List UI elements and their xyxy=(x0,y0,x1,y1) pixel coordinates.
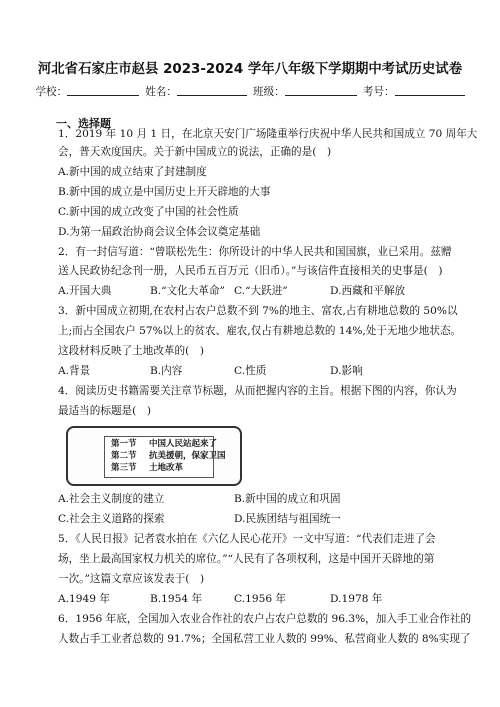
name-blank[interactable] xyxy=(177,85,247,96)
question-5-line-1: 5．《人民日报》记者袁水拍在《六亿人民心花开》一文中写道：“代表们走进了会 xyxy=(58,533,436,545)
number-label: 考号： xyxy=(362,86,395,98)
question-4-option-d[interactable]: D.民族团结与祖国统一 xyxy=(234,513,341,525)
question-2-option-a[interactable]: A.开国大典 xyxy=(58,285,112,297)
question-3-line-3: 这段材料反映了土地改革的( ) xyxy=(58,345,204,357)
question-1-line-1: 1．2019 年 10 月 1 日，在北京天安门广场隆重举行庆祝中华人民共和国成立 70 周年大 xyxy=(58,128,478,140)
question-2-option-d[interactable]: D.西藏和平解放 xyxy=(330,285,406,297)
question-4-option-b[interactable]: B.新中国的成立和巩固 xyxy=(234,493,341,505)
section-heading: 一、选择题 xyxy=(56,117,111,130)
question-1-line-2: 会，普天欢度国庆。关于新中国成立的说法，正确的是( ) xyxy=(58,146,332,158)
question-1-option-b[interactable]: B.新中国的成立是中国历史上开天辟地的大事 xyxy=(58,186,271,198)
student-info-row xyxy=(0,84,500,99)
question-5-option-c[interactable]: C.1956 年 xyxy=(234,593,287,605)
chapter-titles-panel xyxy=(104,436,226,478)
question-6-line-1: 6．1956 年底，全国加入农业合作社的农户占农户总数的 96.3%，加入手工业合作社的 xyxy=(58,613,472,625)
question-2-line-2: 送人民政协纪念刊一册，人民币五百万元（旧币）。”与该信件直接相关的史事是( ) xyxy=(58,265,443,277)
question-2-line-1: 2．有一封信写道：“曾联松先生：你所设计的中华人民共和国国旗，业已采用。兹赠 xyxy=(58,246,452,258)
question-2-option-c[interactable]: C.“大跃进” xyxy=(234,285,288,297)
question-3-line-1: 3．新中国成立初期,在农村占农户总数不到 7%的地主、富农,占有耕地总数的 50%以 xyxy=(58,305,458,317)
chapter-titles-figure xyxy=(66,426,242,486)
question-3-option-b[interactable]: B.内容 xyxy=(150,365,183,377)
question-5-option-d[interactable]: D.1978 年 xyxy=(330,593,383,605)
question-4-option-a[interactable]: A.社会主义制度的建立 xyxy=(58,493,165,505)
question-4-line-1: 4．阅读历史书籍需要关注章节标题，从而把握内容的主旨。根据下图的内容，你认为 xyxy=(58,385,457,397)
question-1-option-d[interactable]: D.为第一届政治协商会议全体会议奠定基础 xyxy=(58,226,261,238)
name-label: 姓名： xyxy=(145,86,177,98)
question-1-option-a[interactable]: A.新中国的成立结束了封建制度 xyxy=(58,166,207,178)
figure-row-1: 第一节 中国人民站起来了 xyxy=(111,439,218,449)
question-3-option-d[interactable]: D.影响 xyxy=(330,365,363,377)
school-blank[interactable] xyxy=(67,85,139,96)
figure-row-2: 第二节 抗美援朝，保家卫国 xyxy=(111,451,226,461)
figure-row-3: 第三节 土地改革 xyxy=(111,463,184,473)
question-1-option-c[interactable]: C.新中国的成立改变了中国的社会性质 xyxy=(58,206,239,218)
question-4-line-2: 最适当的标题是( ) xyxy=(58,405,152,417)
question-4-option-c[interactable]: C.社会主义道路的探索 xyxy=(58,513,165,525)
question-6-line-2: 人数占手工业者总数的 91.7%；全国私营工业人数的 99%、私营商业人数的 8%实现了 xyxy=(58,633,471,645)
question-3-option-a[interactable]: A.背景 xyxy=(58,365,91,377)
class-label: 班级： xyxy=(253,86,285,98)
question-5-line-2: 场，坐上最高国家权力机关的席位。”“人民有了各项权利，这是中国开天辟地的第 xyxy=(58,553,435,565)
class-blank[interactable] xyxy=(285,85,357,96)
question-3-option-c[interactable]: C.性质 xyxy=(234,365,267,377)
exam-title: 河北省石家庄市赵县 2023-2024 学年八年级下学期期中考试历史试卷 xyxy=(37,62,463,77)
question-5-option-b[interactable]: B.1954 年 xyxy=(150,593,203,605)
question-3-line-2: 上;而占全国农户 57%以上的贫农、雇农,仅占有耕地总数的 14%,处于无地少地状态。 xyxy=(58,325,462,337)
school-label: 学校： xyxy=(35,86,68,98)
question-5-option-a[interactable]: A.1949 年 xyxy=(58,593,110,605)
question-2-option-b[interactable]: B.“文化大革命” xyxy=(150,285,225,297)
question-5-line-3: 一次。”这篇文章应该发表于( ) xyxy=(58,573,205,585)
number-blank[interactable] xyxy=(395,85,465,96)
